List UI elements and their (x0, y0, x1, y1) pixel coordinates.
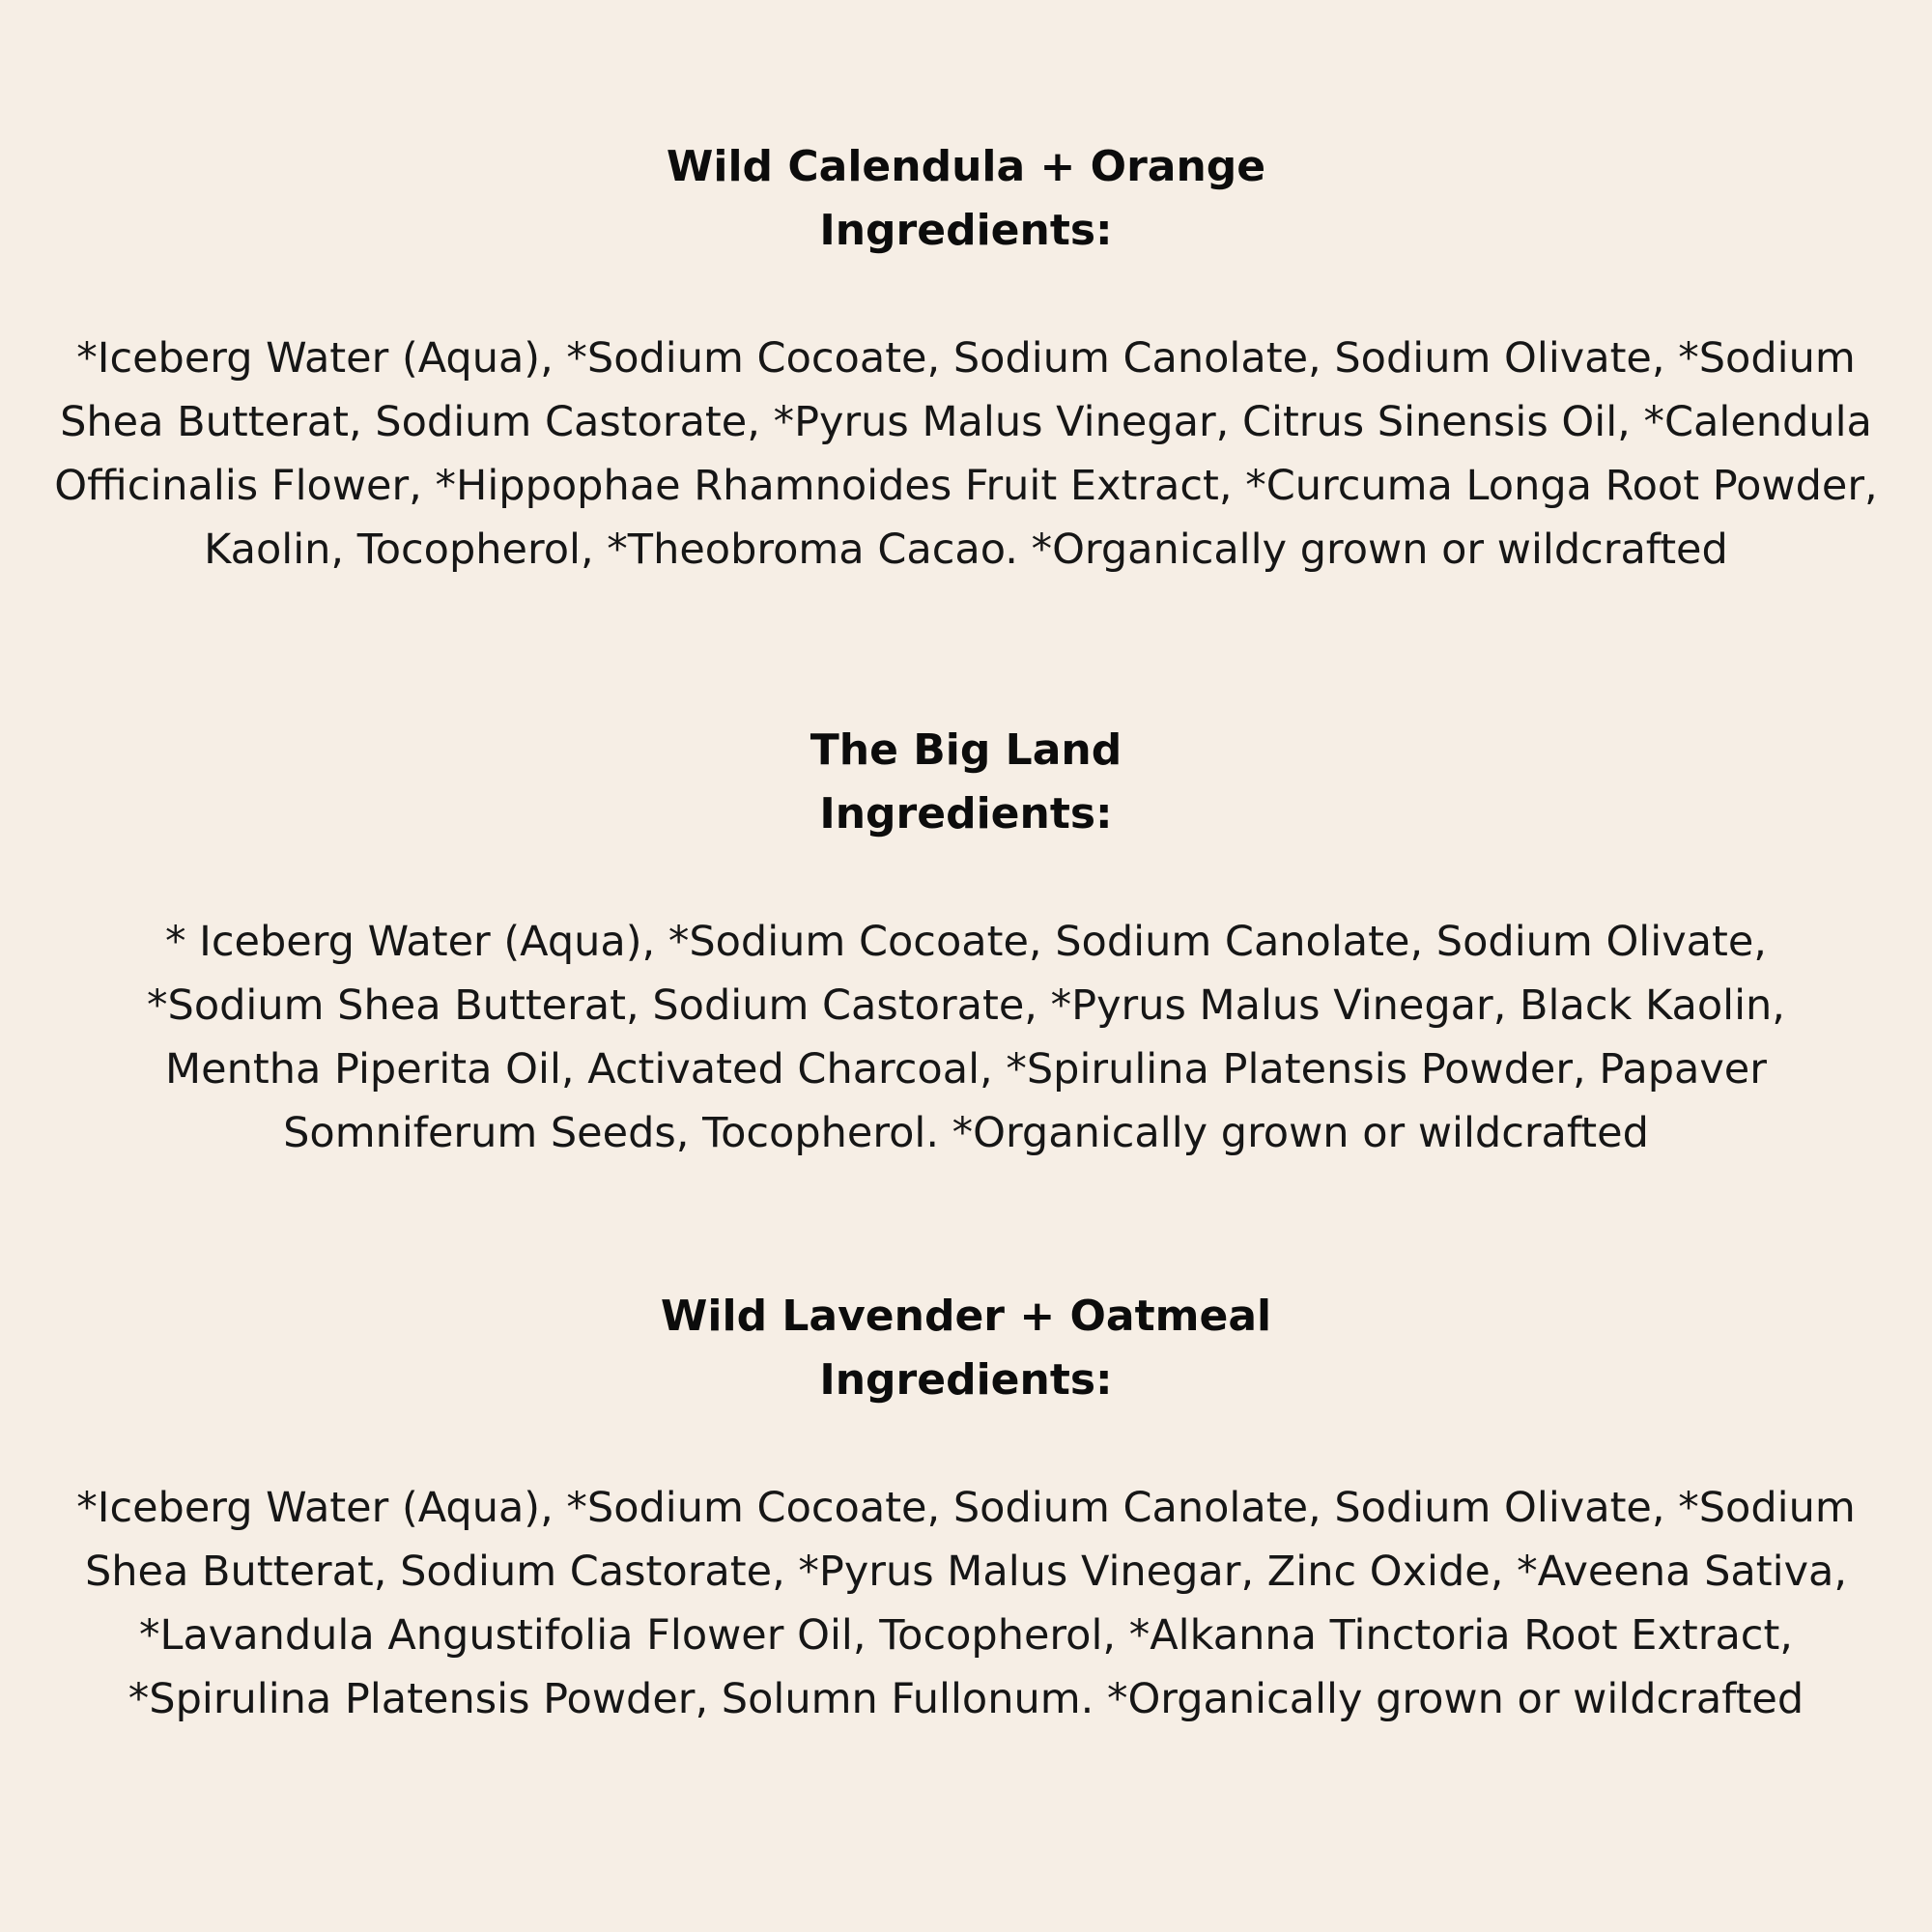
product-name: The Big Land (810, 725, 1122, 775)
product-section-wild-calendula-orange (39, 135, 1893, 582)
product-section-wild-lavender-oatmeal (39, 1285, 1893, 1731)
ingredients-heading: Ingredients: (819, 789, 1113, 838)
product-name: Wild Lavender + Oatmeal (660, 1292, 1272, 1341)
ingredients-list: * Iceberg Water (Aqua), *Sodium Cocoate, Sodium Canolate, Sodium Olivate, *Sodium Shea Butterat, Sodium Castorate, *Pyrus Malus Vinegar, Black Kaolin, Mentha Piperita Oil, Activated Charcoal, *Spirulina Platensis Powder, Papaver Somniferum Seeds, Tocopherol. *Organically grown or wildcrafted (147, 918, 1785, 1157)
ingredients-heading: Ingredients: (819, 1355, 1113, 1405)
product-section-the-big-land (39, 719, 1893, 1165)
product-name: Wild Calendula + Orange (666, 142, 1266, 191)
ingredients-list: *Iceberg Water (Aqua), *Sodium Cocoate, Sodium Canolate, Sodium Olivate, *Sodium Shea Butterat, Sodium Castorate, *Pyrus Malus Vinegar, Citrus Sinensis Oil, *Calendula Officinalis Flower, *Hippophae Rhamnoides Fruit Extract, *Curcuma Longa Root Powder, Kaolin, Tocopherol, *Theobroma Cacao. *Organically grown or wildcrafted (54, 334, 1878, 574)
ingredients-list: *Iceberg Water (Aqua), *Sodium Cocoate, Sodium Canolate, Sodium Olivate, *Sodium Shea Butterat, Sodium Castorate, *Pyrus Malus Vinegar, Zinc Oxide, *Aveena Sativa, *Lavandula Angustifolia Flower Oil, Tocopherol, *Alkanna Tinctoria Root Extract, *Spirulina Platensis Powder, Solumn Fullonum. *Organically grown or wildcrafted (76, 1484, 1856, 1723)
ingredients-heading: Ingredients: (819, 206, 1113, 255)
